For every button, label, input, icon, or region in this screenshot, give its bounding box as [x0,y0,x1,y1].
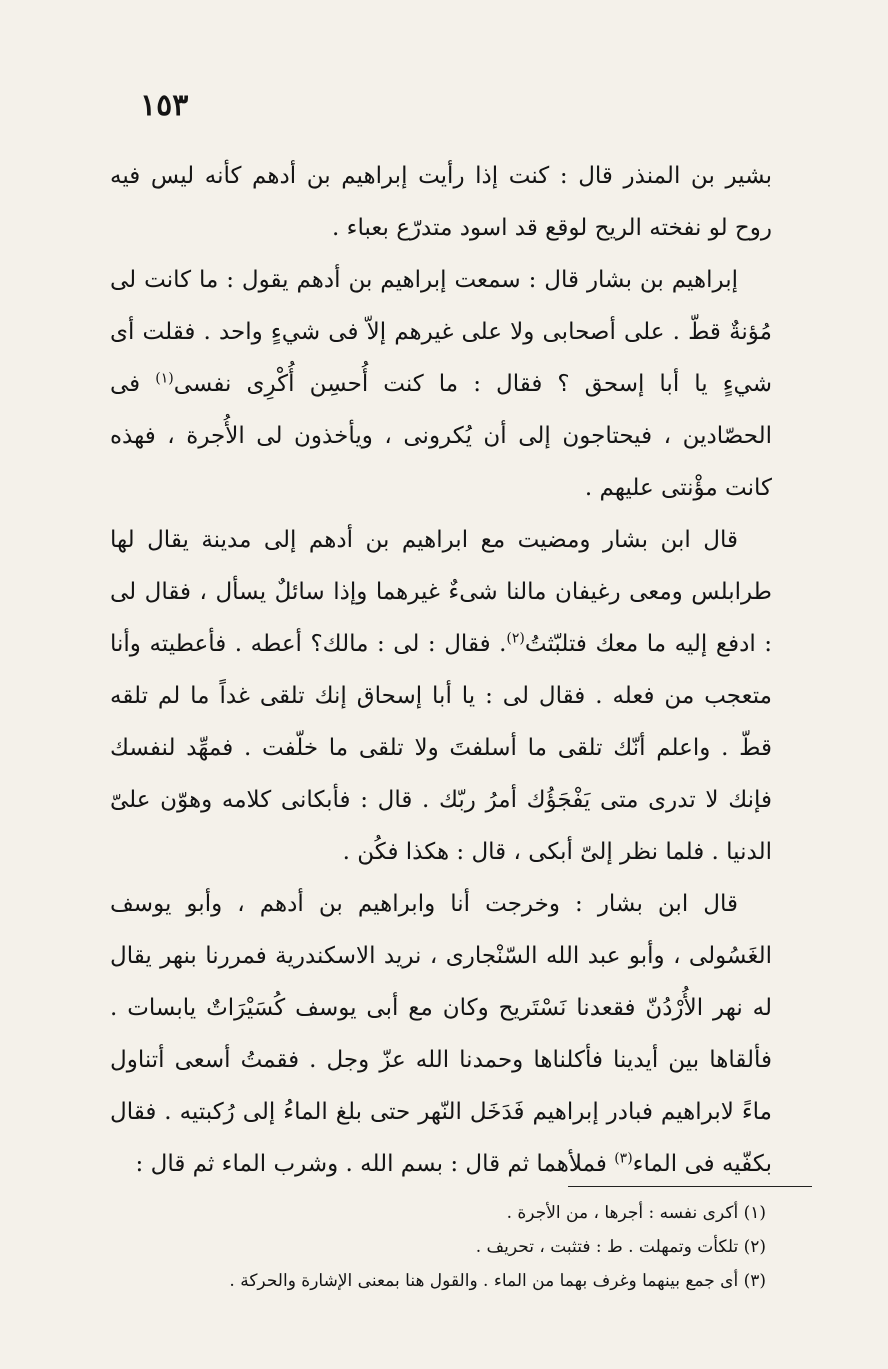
paragraph-4: قال ابن بشار : وخرجت أنا وابراهيم بن أدهم ، وأبو يوسف الغَسُولى ، وأبو عبد الله السّنْجارى ، نريد الاسكندرية فمررنا بنهر يقال له نهر الأُرْدُنّ فقعدنا نَسْتَريح وكان مع أبى يوسف كُسَيْرَاتٌ يابسات . فألقاها بين أيدينا فأكلناها وحمدنا الله عزّ وجل . فقمتُ أسعى أتناول ماءً لابراهيم فبادر إبراهيم فَدَخَل النّهر حتى بلغ الماءُ إلى رُكبتيه . فقال بكفّيه فى الماء$^{(٣)}$ فملأهما ثم قال : بسم الله . وشرب الماء ثم قال : [110,891,772,1177]
footnote-marker-1: (١) [155,370,174,387]
footnote-2: (٢) تلكأت وتمهلت . ط : فتثبت ، تحريف . [475,1237,766,1257]
paragraph-3: قال ابن بشار ومضيت مع ابراهيم بن أدهم إلى مدينة يقال لها طرابلس ومعى رغيفان مالنا شىءٌ غيرهما وإذا سائلٌ يسأل ، فقال لى : ادفع إليه ما معك فتلبّثتُ$^{(٢)}$. فقال : لى : مالك؟ أعطه . فأعطيته وأنا متعجب من فعله . فقال لى : يا أبا إسحاق إنك تلقى غداً ما لم تلقه قطّ . واعلم أنّك تلقى ما أسلفتَ ولا تلقى ما خلّفت . فمهِّد لنفسك فإنك لا تدرى متى يَفْجَؤُك أمرُ ربّك . قال : فأبكانى كلامه وهوّن علىّ الدنيا . فلما نظر إلىّ أبكى ، قال : هكذا فكُن . [110,527,772,865]
footnotes [110,1196,772,1298]
footnote-3: (٣) أى جمع بينهما وغرف بهما من الماء . والقول هنا بمعنى الإشارة والحركة . [229,1271,766,1291]
footnote-divider [568,1186,812,1187]
footnote-marker-2: (٢) [506,630,525,647]
paragraph-2: إبراهيم بن بشار قال : سمعت إبراهيم بن أدهم يقول : ما كانت لى مُؤنةٌ قطّ . على أصحابى ولا على غيرهم إلاّ فى شيءٍ واحد . فقلت أى شيءٍ يا أبا إسحق ؟ فقال : ما كنت أُحسِن أُكْرِى نفسى$^{(١)}$ فى الحصّادين ، فيحتاجون إلى أن يُكرونى ، ويأخذون لى الأُجرة ، فهذه كانت مؤْنتى عليهم . [110,267,772,501]
footnote-1: (١) أكرى نفسه : أجرها ، من الأجرة . [506,1203,766,1223]
body-text [110,150,772,1190]
paragraph-1: بشير بن المنذر قال : كنت إذا رأيت إبراهيم بن أدهم كأنه ليس فيه روح لو نفخته الريح لوقع قد اسود متدرّع بعباء . [110,163,772,241]
page-number: ١٥٣ [140,88,189,123]
footnote-marker-3: (٣) [614,1150,633,1167]
